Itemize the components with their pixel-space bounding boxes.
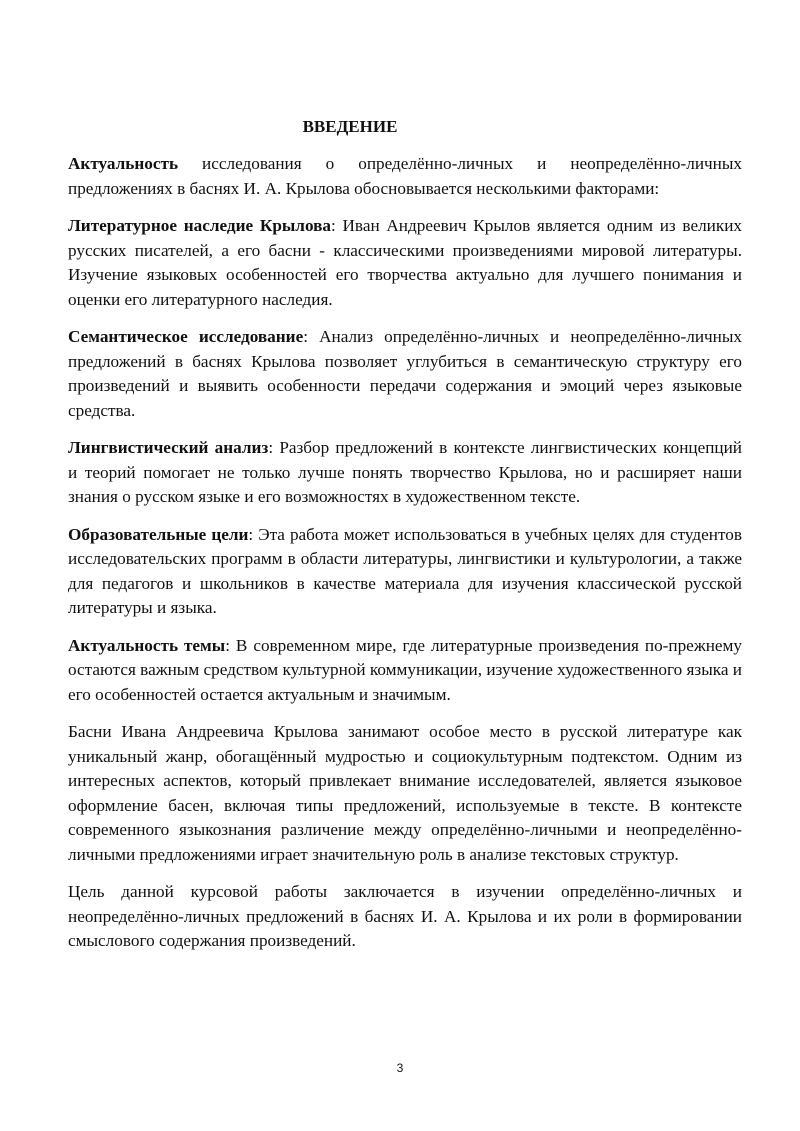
paragraph-lead: Лингвистический анализ [68, 438, 269, 457]
paragraph-lead: Литературное наследие Крылова [68, 216, 331, 235]
page-number: 3 [396, 1061, 404, 1075]
paragraph-text: : Анализ определённо-личных и неопределённо-личных предложений в баснях Крылова позволяет углубиться в семантическую структуру его произведений и выявить особенности передачи содержания и эмоций через языковые средства. [68, 327, 742, 420]
paragraph-literary-heritage [68, 214, 742, 312]
paragraph-text: исследования о определённо-личных и неопределённо-личных предложениях в баснях И. А. Крылова обосновывается несколькими факторами: [68, 154, 742, 198]
paragraph-text: : Иван Андреевич Крылов является одним из великих русских писателей, а его басни - классическими произведениями мировой литературы. Изучение языковых особенностей его творчества актуально для лучшего понимания и оценки его литературного наследия. [68, 216, 742, 309]
paragraph-linguistic-analysis [68, 436, 742, 510]
paragraph-lead: Актуальность [68, 154, 179, 173]
paragraph-coursework-goal [68, 880, 742, 954]
paragraph-relevance-intro [68, 152, 742, 201]
paragraph-fables-overview [68, 720, 742, 867]
paragraph-topic-relevance [68, 634, 742, 708]
paragraph-semantic-study [68, 325, 742, 423]
paragraph-text: : В современном мире, где литературные произведения по-прежнему остаются важным средством культурной коммуникации, изучение художественного языка и его особенностей остается актуальным и значимым. [68, 635, 742, 704]
paragraph-lead: Актуальность темы [68, 635, 226, 655]
paragraph-educational-goals [68, 523, 742, 621]
body-text [68, 152, 742, 967]
page-title: ВВЕДЕНИЕ [302, 117, 398, 136]
paragraph-text: Басни Ивана Андреевича Крылова занимают особое место в русской литературе как уникальный жанр, обогащённый мудростью и социокультурным подтекстом. Одним из интересных аспектов, который привлекает внимание исследователей, является языковое оформление басен, включая типы предложений, используемые в тексте. В контексте современного языкознания различение между определённо-личными и неопределённо-личными предложениями играет значительную роль в анализе текстовых структур. [68, 722, 742, 864]
paragraph-text: : Разбор предложений в контексте лингвистических концепций и теорий помогает не только лучше понять творчество Крылова, но и расширяет наши знания о русском языке и его возможностях в художественном тексте. [68, 438, 743, 506]
paragraph-lead: Семантическое исследование [68, 327, 304, 346]
paragraph-lead: Образовательные цели [68, 524, 249, 544]
paragraph-text: Цель данной курсовой работы заключается в изучении определённо-личных и неопределённо-личных предложений в баснях И. А. Крылова и их роли в формировании смыслового содержания произведений. [68, 882, 742, 950]
paragraph-text: : Эта работа может использоваться в учебных целях для студентов исследовательских программ в области литературы, лингвистики и культурологии, а также для педагогов и школьников в качестве материала для изучения классической русской литературы и языка. [68, 524, 743, 617]
